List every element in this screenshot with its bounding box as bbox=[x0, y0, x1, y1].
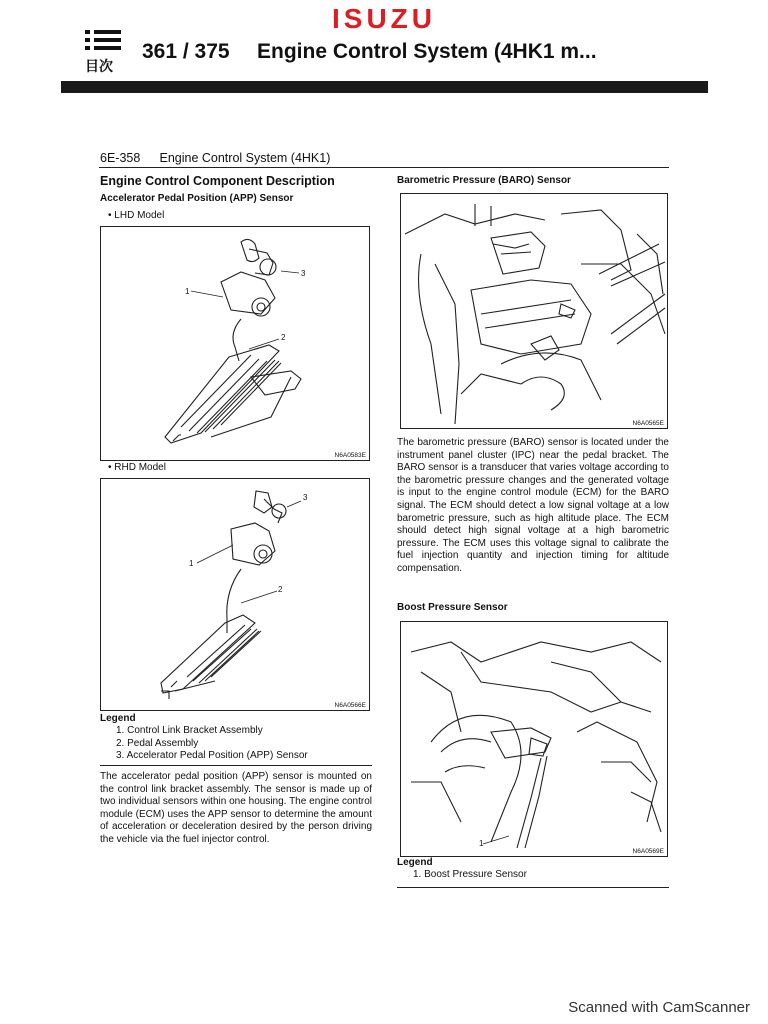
header-divider bbox=[61, 81, 708, 93]
legend-item: 2. Pedal Assembly bbox=[116, 737, 199, 749]
callout-2: 2 bbox=[278, 585, 283, 594]
callout-3: 3 bbox=[301, 269, 306, 278]
baro-description: The barometric pressure (BARO) sensor is located under the instrument panel cluster (IPC) near the pedal bracket. The BARO sensor is a transducer that varies voltage according to the barometric pressure changes and the generated voltage is input to the engine control module (ECM) for the BARO signal. The ECM should detect a low signal voltage at a low barometric pressure, such as high altitude place. The ECM should detect high signal voltage at a high barometric pressure. The ECM uses this voltage signal to calibrate the fuel injection quantity and injection timing for altitude compensation. bbox=[397, 437, 669, 574]
legend-title: Legend bbox=[100, 713, 136, 724]
callout-3: 3 bbox=[303, 493, 308, 502]
boost-legend-list bbox=[413, 869, 527, 882]
page-number: 6E-358 bbox=[100, 151, 141, 165]
toc-label: 目次 bbox=[85, 58, 113, 74]
baro-sensor-drawing bbox=[401, 194, 669, 430]
legend-item: 1. Control Link Bracket Assembly bbox=[116, 725, 263, 736]
figure-id: N6A0566E bbox=[334, 702, 366, 709]
lhd-model-label: • LHD Model bbox=[108, 210, 165, 221]
app-description: The accelerator pedal position (APP) sensor is mounted on the control link bracket assembly. The sensor is made up of two individual sensors within one housing. The engine control module (ECM) uses the APP sensor to determine the amount of acceleration or deceleration desired by the person driving the vehicle via the fuel injector control. bbox=[100, 771, 372, 845]
app-legend-list bbox=[116, 725, 308, 763]
rhd-pedal-drawing bbox=[101, 479, 371, 712]
figure-id: N6A0583E bbox=[334, 452, 366, 459]
lhd-pedal-drawing bbox=[101, 227, 371, 462]
app-sensor-heading: Accelerator Pedal Position (APP) Sensor bbox=[100, 193, 294, 204]
rhd-model-label: • RHD Model bbox=[108, 462, 166, 473]
section-title: Engine Control Component Description bbox=[100, 174, 335, 188]
page-counter: 361 / 375 bbox=[142, 40, 230, 63]
running-title: Engine Control System (4HK1) bbox=[159, 151, 331, 165]
lhd-pedal-figure bbox=[100, 226, 370, 461]
figure-id: N6A0569E bbox=[632, 848, 664, 855]
callout-1: 1 bbox=[479, 839, 484, 848]
boost-sensor-figure bbox=[400, 621, 668, 857]
document-title: Engine Control System (4HK1 m... bbox=[257, 40, 597, 63]
toc-button[interactable] bbox=[82, 30, 122, 74]
figure-id: N6A0565E bbox=[632, 420, 664, 427]
baro-sensor-heading: Barometric Pressure (BARO) Sensor bbox=[397, 175, 571, 186]
rhd-pedal-figure bbox=[100, 478, 370, 711]
legend-item: 1. Boost Pressure Sensor bbox=[413, 869, 527, 880]
boost-sensor-heading: Boost Pressure Sensor bbox=[397, 602, 508, 613]
legend-rule bbox=[397, 887, 669, 888]
boost-sensor-drawing bbox=[401, 622, 669, 858]
scanner-watermark: Scanned with CamScanner bbox=[568, 999, 750, 1016]
callout-1: 1 bbox=[185, 287, 190, 296]
legend-rule bbox=[100, 765, 372, 766]
callout-2: 2 bbox=[281, 333, 286, 342]
baro-sensor-figure bbox=[400, 193, 668, 429]
brand-logo: ISUZU bbox=[332, 3, 436, 34]
callout-1: 1 bbox=[189, 559, 194, 568]
list-icon bbox=[85, 30, 121, 56]
running-header bbox=[100, 151, 330, 165]
running-header-rule bbox=[99, 167, 669, 168]
legend-title: Legend bbox=[397, 857, 433, 868]
legend-item: 3. Accelerator Pedal Position (APP) Sensor bbox=[116, 750, 308, 762]
